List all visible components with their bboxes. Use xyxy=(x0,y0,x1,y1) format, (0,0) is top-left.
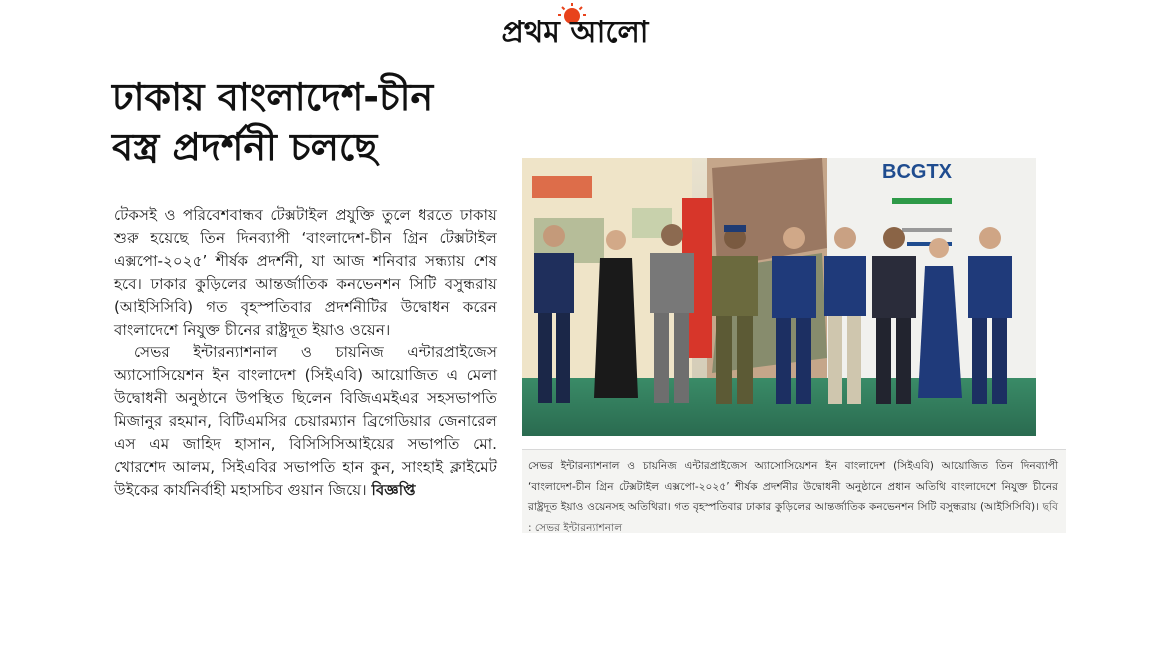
article-headline xyxy=(112,72,512,172)
article-paragraph-2-text: সেভর ইন্টারন্যাশনাল ও চায়নিজ এন্টারপ্রাইজেস অ্যাসোসিয়েশন ইন বাংলাদেশ (সিইএবি) আয়োজিত এ মেলা উদ্বোধনী অনুষ্ঠানে উপস্থিত ছিলেন বিজিএমইএর সহসভাপতি মিজানুর রহমান, বিটিএমসির চেয়ারম্যান ব্রিগেডিয়ার জেনারেল এস এম জাহিদ হাসান, বিসিসিসিআইয়ের সভাপতি মো. খোরশেদ আলম, সিইএবির সভাপতি হান কুন, সাংহাই ক্লাইমেট উইকের কার্যনির্বাহী মহাসচিব গুয়ান জিয়ে। xyxy=(114,343,497,499)
article-paragraph-2 xyxy=(114,341,497,501)
newspaper-name: প্রথম আলো xyxy=(501,15,649,50)
photo-caption xyxy=(522,449,1066,533)
masthead xyxy=(455,2,695,50)
banner-title: BCGTX xyxy=(882,161,952,183)
photo-credit: ছবি : সেভর ইন্টারন্যাশনাল xyxy=(528,501,1058,534)
article-credit: বিজ্ঞপ্তি xyxy=(371,480,416,499)
article-body xyxy=(114,204,497,502)
headline-line-1: ঢাকায় বাংলাদেশ-চীন xyxy=(112,75,434,119)
article-paragraph-1: টেকসই ও পরিবেশবান্ধব টেক্সটাইল প্রযুক্তি তুলে ধরতে ঢাকায় শুরু হয়েছে তিন দিনব্যাপী ‘বাংলাদেশ-চীন গ্রিন টেক্সটাইল এক্সপো-২০২৫’ শীর্ষক প্রদর্শনী, যা আজ শনিবার সন্ধ্যায় শেষ হবে। ঢাকার কুড়িলের আন্তর্জাতিক কনভেনশন সিটি বসুন্ধরায় (আইসিসিবি) গত বৃহস্পতিবার প্রদর্শনীটির উদ্বোধন করেন বাংলাদেশে নিযুক্ত চীনের রাষ্ট্রদূত ইয়াও ওয়েন। xyxy=(114,206,497,339)
photo-caption-text: সেভর ইন্টারন্যাশনাল ও চায়নিজ এন্টারপ্রাইজেস অ্যাসোসিয়েশন ইন বাংলাদেশ (সিইএবি) আয়োজিত তিন দিনব্যাপী ‘বাংলাদেশ-চীন গ্রিন টেক্সটাইল এক্সপো-২০২৫’ শীর্ষক প্রদর্শনীর উদ্বোধনী অনুষ্ঠানে প্রধান অতিথি বাংলাদেশে নিযুক্ত চীনের রাষ্ট্রদূত ইয়াও ওয়েনসহ অতিথিরা। গত বৃহস্পতিবার ঢাকার কুড়িলের আন্তর্জাতিক কনভেনশন সিটি বসুন্ধরায় (আইসিসিবি)। xyxy=(528,460,1058,513)
headline-line-2: বস্ত্র প্রদর্শনী চলছে xyxy=(112,125,378,169)
event-photo xyxy=(522,158,1036,436)
event-photo-illustration xyxy=(522,158,1036,436)
